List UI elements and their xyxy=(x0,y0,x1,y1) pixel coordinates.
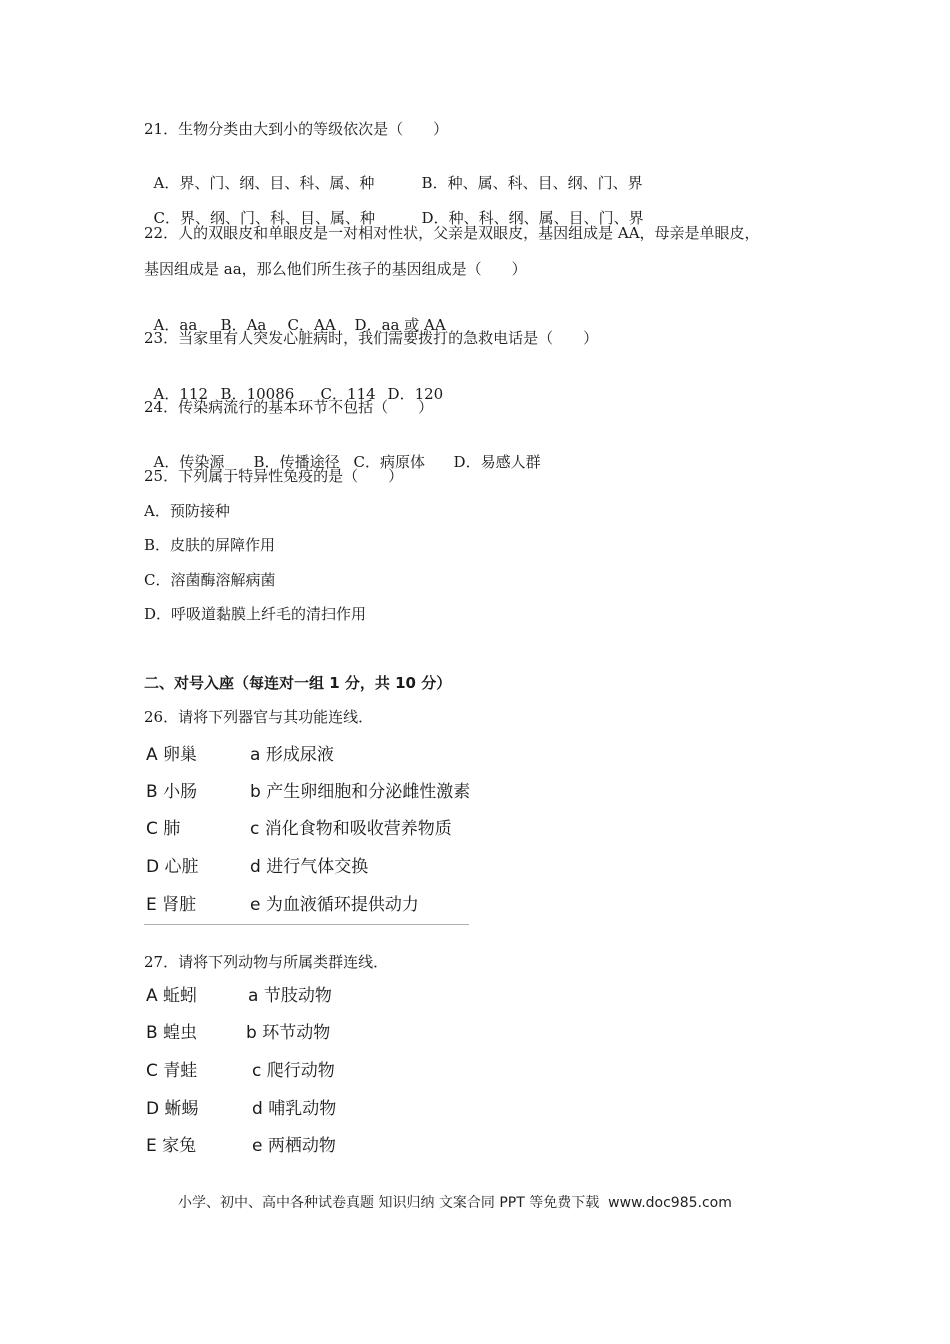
q27-left-item: A 蚯蚓 xyxy=(146,986,198,1006)
q27-row xyxy=(144,1022,484,1044)
q26-right-item: a 形成尿液 xyxy=(250,745,334,765)
q27-row xyxy=(144,985,484,1007)
q27-row xyxy=(144,1060,484,1082)
q26-stem: 26．请将下列器官与其功能连线． xyxy=(144,708,374,726)
q24-stem: 24．传染病流行的基本环节不包括（ ） xyxy=(144,398,434,416)
q25-option-c: C．溶菌酶溶解病菌 xyxy=(144,571,276,589)
q26-left-item: D 心脏 xyxy=(146,857,199,877)
q22-option-d: D．aa 或 AA xyxy=(354,316,446,334)
q26-row xyxy=(144,744,484,766)
footer-text: 小学、初中、高中各种试卷真题 知识归纳 文案合同 PPT 等免费下载 www.doc985.com xyxy=(178,1195,732,1211)
q27-left-item: B 蝗虫 xyxy=(146,1023,198,1043)
q22-stem-line2: 基因组成是 aa，那么他们所生孩子的基因组成是（ ） xyxy=(144,260,527,278)
q21-option-b: B．种、属、科、目、纲、门、界 xyxy=(421,174,643,192)
q25-option-d: D．呼吸道黏膜上纤毛的清扫作用 xyxy=(144,605,367,623)
q21-options-row2 xyxy=(144,188,644,228)
q22-option-c: C．AA xyxy=(287,316,336,334)
q22-option-a: A．aa xyxy=(153,316,198,334)
q21-option-c: C．界、纲、门、科、目、属、种 xyxy=(153,209,376,227)
q26-left-item: C 肺 xyxy=(146,819,181,839)
q24-option-d: D．易感人群 xyxy=(453,453,541,471)
q26-left-item: E 肾脏 xyxy=(146,895,197,915)
q26-right-item: d 进行气体交换 xyxy=(250,857,369,877)
q27-right-item: b 环节动物 xyxy=(246,1023,331,1043)
q24-option-c: C．病原体 xyxy=(353,453,426,471)
q23-option-c: C．114 xyxy=(320,385,376,403)
q27-left-item: C 青蛙 xyxy=(146,1061,198,1081)
q23-option-b: B．10086 xyxy=(220,385,295,403)
q24-option-a: A．传染源 xyxy=(153,453,225,471)
q25-option-a: A．预防接种 xyxy=(144,502,230,520)
q27-right-item: a 节肢动物 xyxy=(248,986,332,1006)
q21-options-row1 xyxy=(144,153,643,193)
q22-option-b: B．Aa xyxy=(220,316,267,334)
q27-left-item: D 蜥蜴 xyxy=(146,1099,199,1119)
q26-row xyxy=(144,894,484,916)
q27-row xyxy=(144,1135,484,1157)
q27-right-item: c 爬行动物 xyxy=(252,1061,335,1081)
q21-option-d: D．种、科、纲、属、目、门、界 xyxy=(421,209,644,227)
q27-row xyxy=(144,1098,484,1120)
q26-right-item: b 产生卵细胞和分泌雌性激素 xyxy=(250,782,471,802)
q26-row xyxy=(144,818,484,840)
q27-stem: 27．请将下列动物与所属类群连线． xyxy=(144,953,389,971)
section2-title: 二、对号入座（每连对一组 1 分，共 10 分） xyxy=(144,674,452,692)
q26-right-item: e 为血液循环提供动力 xyxy=(250,895,419,915)
q23-option-a: A．112 xyxy=(153,385,209,403)
q25-option-b: B．皮肤的屏障作用 xyxy=(144,536,276,554)
q21-option-a: A．界、门、纲、目、科、属、种 xyxy=(153,174,375,192)
q22-stem-line1: 22．人的双眼皮和单眼皮是一对相对性状，父亲是双眼皮，基因组成是 AA，母亲是单眼皮， xyxy=(144,224,760,242)
q26-right-item: c 消化食物和吸收营养物质 xyxy=(250,819,452,839)
q26-left-item: B 小肠 xyxy=(146,782,198,802)
q26-row xyxy=(144,856,484,878)
q26-row xyxy=(144,781,484,803)
q21-stem: 21．生物分类由大到小的等级依次是（ ） xyxy=(144,120,449,138)
table-divider xyxy=(144,924,469,925)
q24-option-b: B．传播途径 xyxy=(253,453,340,471)
q27-right-item: d 哺乳动物 xyxy=(252,1099,337,1119)
q23-stem: 23．当家里有人突发心脏病时，我们需要拨打的急救电话是（ ） xyxy=(144,329,599,347)
q26-left-item: A 卵巢 xyxy=(146,745,198,765)
q27-left-item: E 家兔 xyxy=(146,1136,197,1156)
q23-option-d: D．120 xyxy=(387,385,444,403)
q25-stem: 25．下列属于特异性兔疫的是（ ） xyxy=(144,467,404,485)
q27-right-item: e 两栖动物 xyxy=(252,1136,336,1156)
